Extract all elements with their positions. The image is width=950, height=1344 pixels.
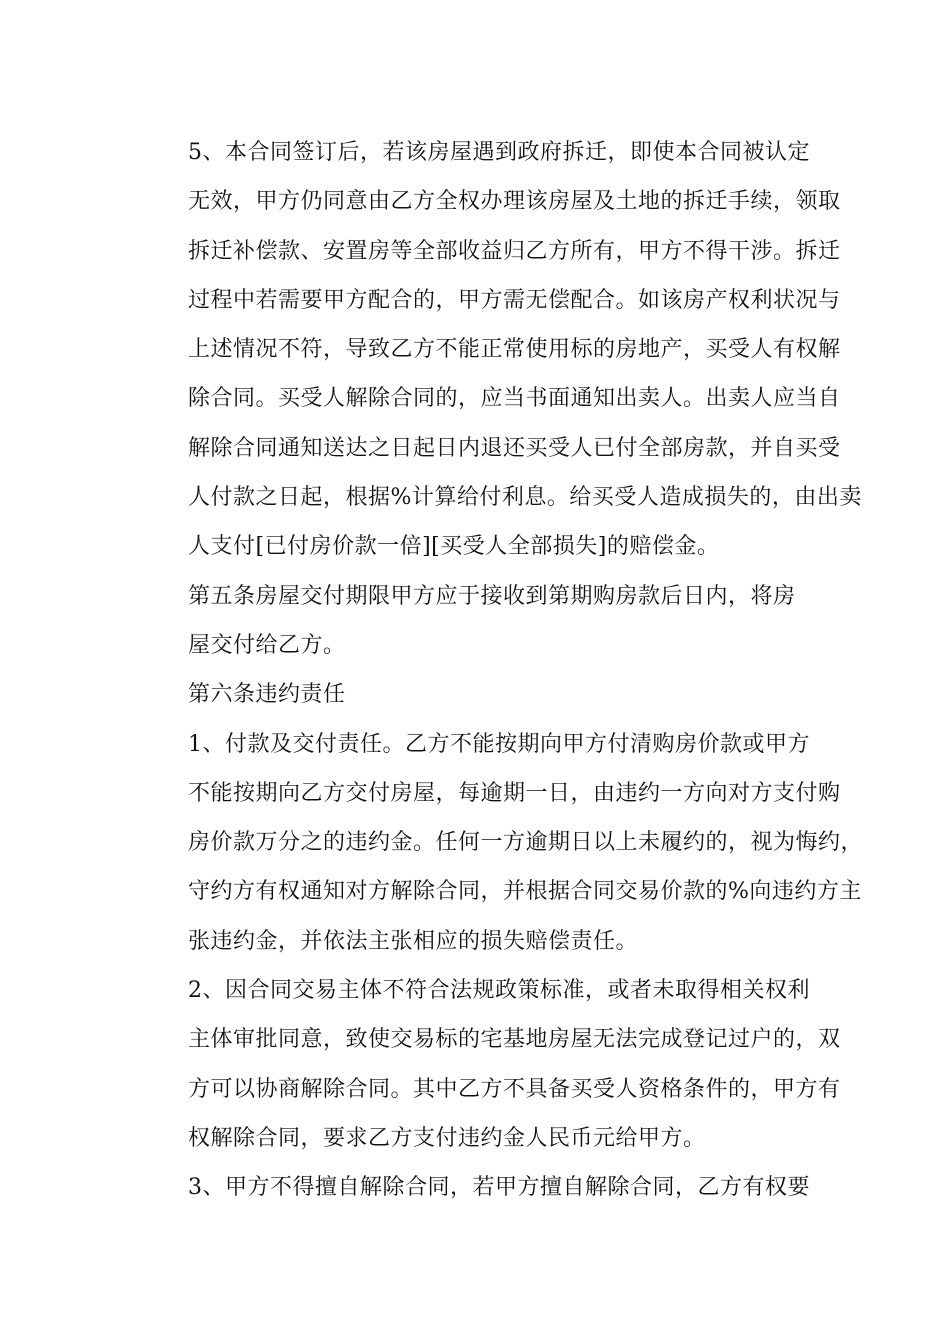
document-body: [143, 128, 864, 1213]
text-line: 守约方有权通知对方解除合同，并根据合同交易价款的%向违约方主: [188, 879, 862, 905]
paragraph-transaction-subject: [143, 966, 841, 1163]
text-line: 上述情况不符，导致乙方不能正常使用标的房地产，买受人有权解: [188, 337, 841, 363]
text-line: 主体审批同意，致使交易标的宅基地房屋无法完成登记过户的，双: [188, 1027, 841, 1053]
text-line: 人付款之日起，根据%计算给付利息。给买受人造成损失的，由出卖: [188, 485, 862, 511]
paragraph-unilateral-termination: [143, 1163, 813, 1212]
text-line: 过程中若需要甲方配合的，甲方需无偿配合。如该房产权利状况与: [188, 287, 841, 313]
text-line: 1、付款及交付责任。乙方不能按期向甲方付清购房价款或甲方: [188, 731, 810, 757]
text-line: 除合同。买受人解除合同的，应当书面通知出卖人。出卖人应当自: [188, 386, 841, 412]
text-line: 张违约金，并依法主张相应的损失赔偿责任。: [188, 928, 639, 954]
text-line: 权解除合同，要求乙方支付违约金人民币元给甲方。: [188, 1125, 706, 1151]
paragraph-demolition-clause: [143, 128, 862, 572]
text-line: 无效，甲方仍同意由乙方全权办理该房屋及土地的拆迁手续，领取: [188, 189, 841, 215]
heading-article-6-liability: [143, 670, 813, 719]
text-line: 人支付[已付房价款一倍][买受人全部损失]的赔偿金。: [188, 534, 720, 560]
text-line: 解除合同通知送达之日起日内退还买受人已付全部房款，并自买受: [188, 435, 841, 461]
text-line: 5、本合同签订后，若该房屋遇到政府拆迁，即使本合同被认定: [188, 140, 810, 165]
text-line: 屋交付给乙方。: [188, 632, 346, 658]
text-line: 方可以协商解除合同。其中乙方不具备买受人资格条件的，甲方有: [188, 1076, 841, 1102]
text-line: 第五条房屋交付期限甲方应于接收到第期购房款后日内，将房: [188, 583, 796, 609]
text-line: 不能按期向乙方交付房屋，每逾期一日，由违约一方向对方支付购: [188, 780, 841, 806]
text-line: 拆迁补偿款、安置房等全部收益归乙方所有，甲方不得干涉。拆迁: [188, 238, 841, 264]
text-line: 3、甲方不得擅自解除合同，若甲方擅自解除合同，乙方有权要: [188, 1175, 810, 1201]
text-line: 房价款万分之的违约金。任何一方逾期日以上未履约的，视为悔约，: [188, 830, 864, 856]
paragraph-payment-delivery-liability: [143, 720, 864, 966]
paragraph-article-5-delivery: [143, 572, 813, 671]
text-line: 2、因合同交易主体不符合法规政策标准，或者未取得相关权利: [188, 978, 810, 1004]
text-line: 第六条违约责任: [188, 682, 346, 708]
